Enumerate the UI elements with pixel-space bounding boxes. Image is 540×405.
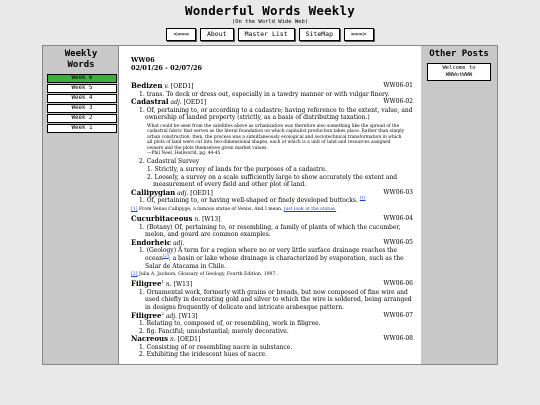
other-posts-sidebar <box>421 45 498 365</box>
about-button[interactable]: About <box>200 28 234 41</box>
entry-filigree-2 <box>131 312 413 336</box>
headword: Filigree <box>131 310 162 320</box>
part-of-speech: adj. <box>173 239 185 247</box>
headword: Endorheic <box>131 237 172 247</box>
main-content <box>118 45 422 365</box>
entry-code: WW06-08 <box>383 335 413 343</box>
week-5-link[interactable]: Week 5 <box>47 84 117 93</box>
next-button[interactable]: ===> <box>344 28 374 41</box>
definition: 1. (Botany) Of, pertaining to, or resembling, a family of plants of which the cucumber, melon, and gourd are common examples. <box>139 223 401 239</box>
issue-id: WW06 <box>131 56 155 64</box>
entry-cadastral <box>131 98 413 189</box>
issue-dates: 02/01/26 - 02/07/26 <box>131 64 202 72</box>
source: [W13] <box>202 215 221 223</box>
sidebar-title <box>43 49 119 71</box>
week-6-link[interactable]: Week 6 <box>47 74 117 83</box>
entry-filigree-1 <box>131 280 413 311</box>
week-1-link[interactable]: Week 1 <box>47 124 117 133</box>
prev-button[interactable]: <=== <box>166 28 196 41</box>
definition: 1. Consisting of or resembling nacre in substance. <box>139 343 293 351</box>
source: [OED1] <box>190 189 213 197</box>
definition: 1. Relating to, composed of, or resembling, work in filigree. <box>139 320 321 328</box>
homonym-number: 2 <box>161 310 164 316</box>
welcome-line2: WWWotWWW <box>445 72 473 78</box>
site-title: Wonderful Words Weekly <box>185 3 355 18</box>
week-4-link[interactable]: Week 4 <box>47 94 117 103</box>
welcome-line1: Welcome to <box>442 65 476 71</box>
week-list <box>47 74 117 133</box>
footnote-text: From Venus Callipyge, a famous statue of Venus. And I mean, <box>138 206 283 212</box>
definition-part1: 1. (Geology) A term for a region where no or very little surface drainage reaches the ocean <box>139 247 398 262</box>
headword: Callipygian <box>131 187 176 197</box>
site-header <box>0 0 540 45</box>
source: [W13] <box>173 281 193 289</box>
entry-cucurbitaceous <box>131 215 413 239</box>
part-of-speech: adj. <box>170 99 182 107</box>
site-subtitle: (On the World Wide Web) <box>231 19 309 25</box>
quotation-cite: —Phil Neel, Hellworld, pg. 44-45 <box>147 151 221 156</box>
entry-code: WW06-06 <box>383 280 413 288</box>
definition: 1. Ornamental work, formerly with grains or breads, but now composed of fine wire and used chiefly in decorating gold and silver to which the wire is soldered, being arranged in designs frequently of delicate and intricate arabesque pattern. <box>139 288 412 311</box>
entry-nacreous <box>131 335 413 359</box>
footnote-text: Julia A. Jackson, Glossary of Geology, Fourth Edition, 1997. <box>138 272 277 278</box>
headword: Filigree <box>131 279 162 289</box>
master-list-button[interactable]: Master List <box>238 28 295 41</box>
part-of-speech: n. <box>165 281 172 289</box>
definition: 2. Cadastral Survey <box>139 158 200 166</box>
sidebar-title-line2: Words <box>67 60 95 70</box>
headword: Bedizen <box>131 81 163 90</box>
source: [OED1] <box>183 99 207 107</box>
entry-code: WW06-04 <box>383 214 413 222</box>
issue-header <box>131 56 202 72</box>
entry-code: WW06-07 <box>383 311 413 319</box>
quotation-text: What could be seen from the satellites above as urbanisation was therefore also something like the spread of the cadastral fabric that serves as the literal foundation on which capitalist production takes place. Rather than simply urban construction, then, the process was a simultaneously ecological and sociotechnical transformation in which all plots of land were cut into two-dimensional shapes, each of which is a unit of land and resources assigned owners and the plots themselves given market values. <box>147 123 405 151</box>
definition: 1. Of, pertaining to, or having well-shaped or finely developed buttocks. <box>139 197 358 205</box>
statue-link[interactable]: just look at the statue. <box>283 206 337 212</box>
entry-bedizen <box>131 82 413 98</box>
headword: Cadastral <box>131 97 169 107</box>
entry-callipygian <box>131 189 413 213</box>
definition-line <box>131 247 413 270</box>
sitemap-button[interactable]: SiteMap <box>299 28 340 41</box>
headword: Nacreous <box>131 334 169 344</box>
part-of-speech: adj. <box>165 312 178 320</box>
footnote-mark[interactable]: [2] <box>131 272 138 278</box>
entry-code: WW06-03 <box>383 188 413 196</box>
week-3-link[interactable]: Week 3 <box>47 104 117 113</box>
welcome-post-link[interactable] <box>427 63 491 81</box>
footnote-mark[interactable]: [1] <box>131 206 138 212</box>
source: [OED1] <box>170 83 194 90</box>
sidebar-title-line1: Weekly <box>64 49 98 59</box>
part-of-speech: v. <box>164 83 169 90</box>
definition: 1. Of, pertaining to, or according to a cadastre; having reference to the extent, value, and ownership of landed property (strictly, as a basis of distributing taxation.) <box>139 106 413 122</box>
homonym-number: 1 <box>161 279 164 285</box>
definition: 2. fig. Fanciful; unsubstantial; merely decorative. <box>139 327 289 335</box>
week-2-link[interactable]: Week 2 <box>47 114 117 123</box>
part-of-speech: adj. <box>177 189 189 197</box>
weekly-words-sidebar <box>42 45 119 365</box>
entry-code: WW06-05 <box>383 238 413 246</box>
top-nav <box>0 28 540 41</box>
footnote-ref[interactable]: [1] <box>359 195 366 201</box>
source: [OED1] <box>177 336 201 344</box>
word-entries <box>131 82 413 359</box>
subdefinition: 1. Strictly, a survey of lands for the purposes of a cadastre. <box>147 166 327 173</box>
entry-endorheic <box>131 239 413 278</box>
quotation <box>131 124 413 156</box>
footnote <box>131 272 413 278</box>
definition: 1. trans. To deck or dress out, especially in a tawdry manner or with vulgar finery. <box>139 90 390 98</box>
footnote <box>131 207 413 213</box>
other-posts-title: Other Posts <box>429 49 489 59</box>
footnote-ref[interactable]: [2] <box>162 252 169 258</box>
entry-code: WW06-01 <box>383 82 413 89</box>
headword: Cucurbitaceous <box>131 213 193 223</box>
definition: 2. Exhibiting the iridescent hues of nacre. <box>139 351 268 359</box>
part-of-speech: n. <box>169 336 176 344</box>
part-of-speech: n. <box>194 215 201 223</box>
source: [W13] <box>179 312 198 320</box>
subdefinition: 2. Loosely, a survey on a scale sufficiently large to show accurately the extent and measurement of every field and other plot of land. <box>147 173 398 189</box>
definition-part2: ; a basin or lake whose drainage is characterized by evaporation, such as the Salar de Atacama in Chile. <box>145 254 404 270</box>
entry-code: WW06-02 <box>383 98 413 106</box>
definition-line <box>131 197 413 205</box>
